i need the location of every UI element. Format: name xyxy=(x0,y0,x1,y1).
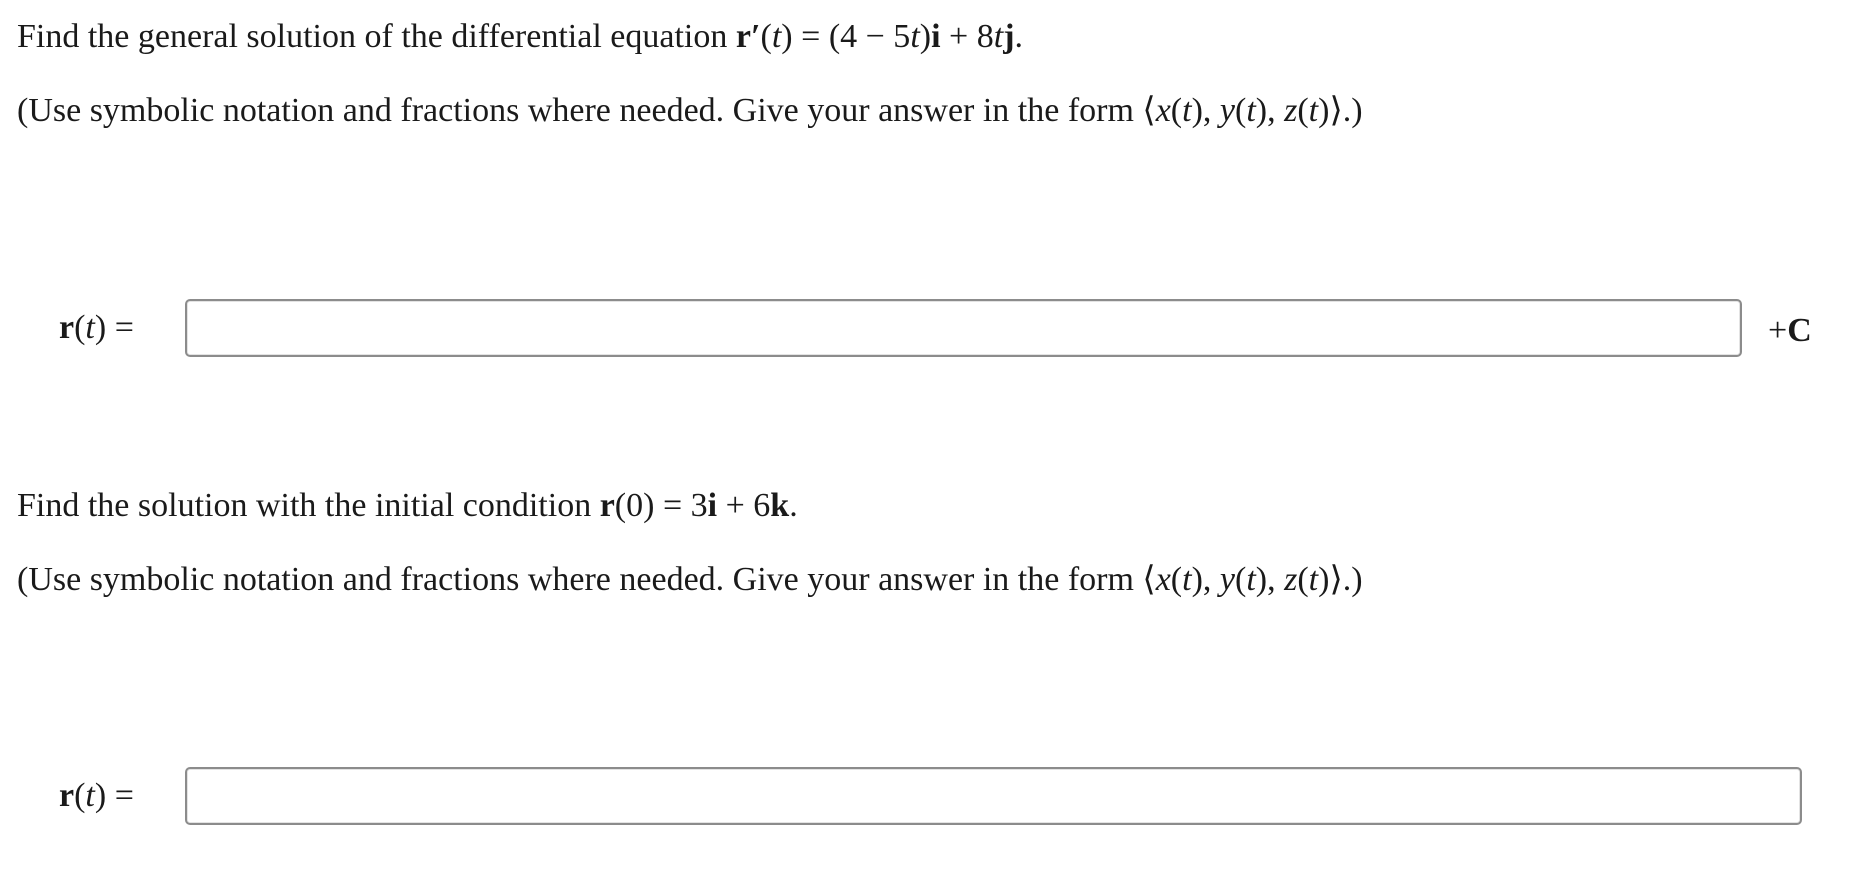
initial-condition-solution-input[interactable] xyxy=(185,767,1802,825)
prompt-text: Find the general solution of the differential equation xyxy=(17,18,736,55)
prompt-text: Find the solution with the initial condition xyxy=(17,487,600,524)
unit-vector-i: i xyxy=(707,487,718,524)
question-initial-condition: Find the solution with the initial condition r(0) = 3i + 6k. xyxy=(17,487,798,524)
general-solution-input[interactable] xyxy=(185,299,1742,357)
prime-mark: ′ xyxy=(750,18,761,55)
answer-label-general: r(t) = xyxy=(59,309,134,346)
unit-vector-i: i xyxy=(931,18,941,55)
vector-r: r xyxy=(599,487,615,524)
vector-r: r xyxy=(735,18,751,55)
instruction-general-solution: (Use symbolic notation and fractions where needed. Give your answer in the form ⟨x(t), y(t), z(t)⟩.) xyxy=(17,92,1363,129)
unit-vector-k: k xyxy=(770,487,790,524)
constant-of-integration: +C xyxy=(1768,312,1812,349)
instruction-initial-condition: (Use symbolic notation and fractions where needed. Give your answer in the form ⟨x(t), y(t), z(t)⟩.) xyxy=(17,561,1363,598)
unit-vector-j: j xyxy=(1003,18,1015,55)
question-general-solution: Find the general solution of the differential equation r′(t) = (4 − 5t)i + 8tj. xyxy=(17,18,1024,55)
answer-label-initial: r(t) = xyxy=(59,777,134,814)
